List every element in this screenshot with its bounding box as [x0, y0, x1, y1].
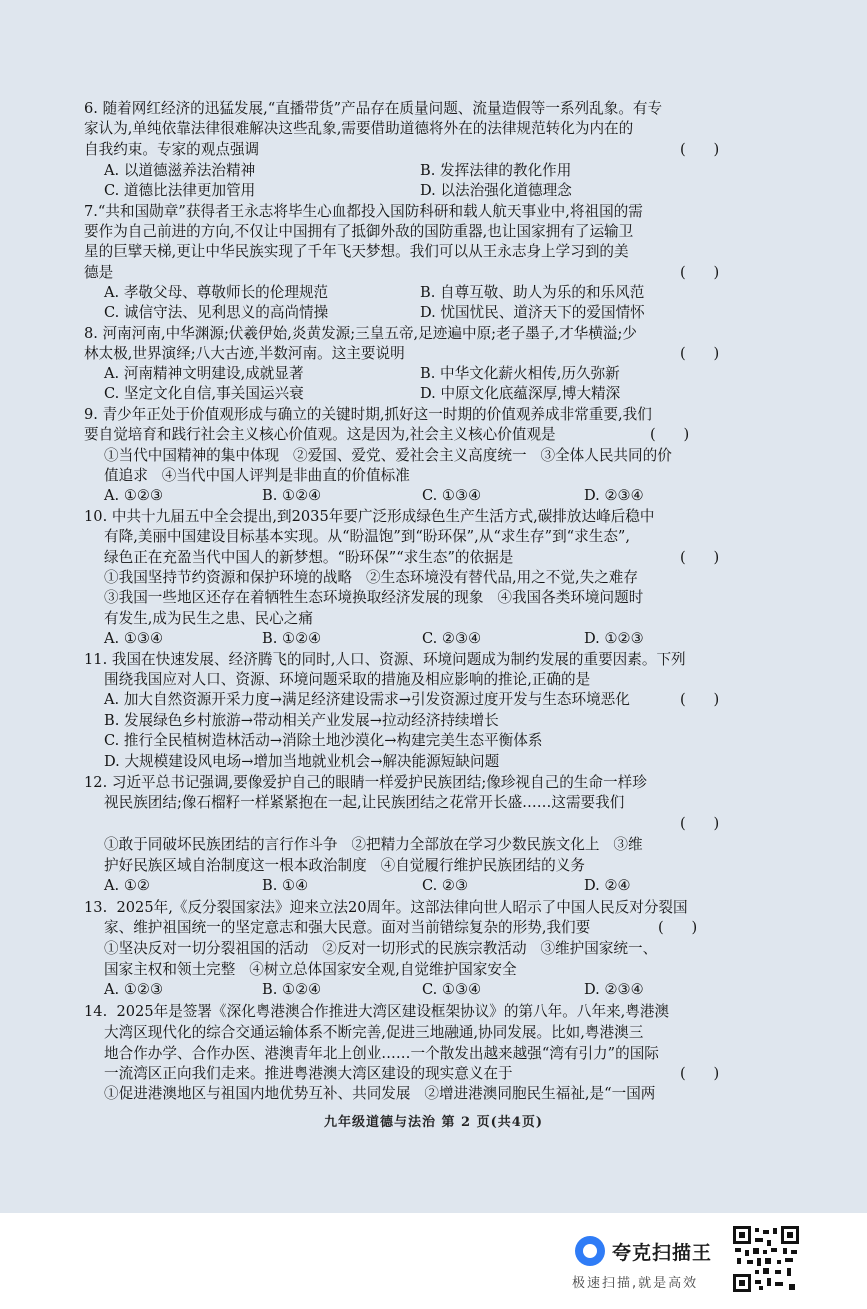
q8-line-1: 8. 河南河南,中华渊源;伏羲伊始,炎黄发源;三皇五帝,足迹遍中原;老子墨子,才华横溢;少 — [84, 325, 637, 342]
q7-option-b: B. 自尊互敬、助人为乐的和乐风范 — [420, 284, 645, 301]
q9-option-a: A. ①②③ — [104, 487, 164, 504]
q11-answer-paren: ( ) — [680, 691, 720, 708]
page-footer: 九年级道德与法治 第 2 页(共4页) — [324, 1115, 543, 1130]
q13-line-1: 13. 2025年,《反分裂国家法》迎来立法20周年。这部法律向世人昭示了中国人民反对分裂国 — [84, 899, 688, 916]
q9-line-3: ①当代中国精神的集中体现 ②爱国、爱党、爱社会主义高度统一 ③全体人民共同的价 — [104, 447, 672, 464]
q6-line-1: 6. 随着网红经济的迅猛发展,“直播带货”产品存在质量问题、流量造假等一系列乱象。有专 — [84, 100, 663, 117]
q10-line-6: 有发生,成为民生之患、民心之痛 — [104, 610, 313, 627]
q12-option-a: A. ①② — [104, 877, 150, 894]
q9-answer-paren: ( ) — [650, 426, 690, 443]
q7-option-d: D. 忧国忧民、道济天下的爱国情怀 — [420, 304, 645, 321]
q10-option-d: D. ①②③ — [584, 630, 644, 647]
q12-line-2: 视民族团结;像石榴籽一样紧紧抱在一起,让民族团结之花常开长盛……这需要我们 — [104, 794, 625, 811]
q10-option-c: C. ②③④ — [422, 630, 482, 647]
q6-option-d: D. 以法治强化道德理念 — [420, 182, 572, 199]
q6-option-a: A. 以道德滋养法治精神 — [104, 162, 256, 179]
q8-option-b: B. 中华文化薪火相传,历久弥新 — [420, 365, 620, 382]
q10-line-3: 绿色正在充盈当代中国人的新梦想。“盼环保”“求生态”的依据是 — [104, 549, 514, 566]
q9-line-1: 9. 青少年正处于价值观形成与确立的关键时期,抓好这一时期的价值观养成非常重要,我们 — [84, 406, 652, 423]
q10-line-1: 10. 中共十九届五中全会提出,到2035年要广泛形成绿色生产生活方式,碳排放达峰后稳中 — [84, 508, 655, 525]
q12-answer-paren: ( ) — [680, 815, 720, 832]
q13-option-a: A. ①②③ — [104, 981, 164, 998]
q10-line-4: ①我国坚持节约资源和保护环境的战略 ②生态环境没有替代品,用之不觉,失之难存 — [104, 569, 638, 586]
q14-line-5: ①促进港澳地区与祖国内地优势互补、共同发展 ②增进港澳同胞民生福祉,是“一国两 — [104, 1085, 656, 1102]
q6-answer-paren: ( ) — [680, 141, 720, 158]
q14-line-1: 14. 2025年是签署《深化粤港澳合作推进大湾区建设框架协议》的第八年。八年来,粤港澳 — [84, 1003, 670, 1020]
q6-line-2: 家认为,单纯依靠法律很难解决这些乱象,需要借助道德将外在的法律规范转化为内在的 — [84, 120, 634, 137]
qr-code-icon — [733, 1226, 799, 1292]
q9-option-c: C. ①③④ — [422, 487, 482, 504]
q11-option-b: B. 发展绿色乡村旅游→带动相关产业发展→拉动经济持续增长 — [104, 712, 499, 729]
q14-line-3: 地合作办学、合作办医、港澳青年北上创业……一个散发出越来越强“湾有引力”的国际 — [104, 1045, 659, 1062]
q7-option-c: C. 诚信守法、见利思义的高尚情操 — [104, 304, 329, 321]
q7-option-a: A. 孝敬父母、尊敬师长的伦理规范 — [104, 284, 329, 301]
q13-line-3: ①坚决反对一切分裂祖国的活动 ②反对一切形式的民族宗教活动 ③维护国家统一、 — [104, 940, 658, 957]
q8-line-2: 林太极,世界演绎;八大古迹,半数河南。这主要说明 — [84, 345, 405, 362]
q10-line-2: 有降,美丽中国建设目标基本实现。从“盼温饱”到“盼环保”,从“求生存”到“求生态”, — [104, 528, 631, 545]
q10-line-5: ③我国一些地区还存在着牺牲生态环境换取经济发展的现象 ④我国各类环境问题时 — [104, 589, 644, 606]
q12-option-b: B. ①④ — [262, 877, 309, 894]
q13-line-4: 国家主权和领土完整 ④树立总体国家安全观,自觉维护国家安全 — [104, 961, 517, 978]
q13-option-b: B. ①②④ — [262, 981, 322, 998]
q9-option-b: B. ①②④ — [262, 487, 322, 504]
q6-option-b: B. 发挥法律的教化作用 — [420, 162, 572, 179]
q12-line-1: 12. 习近平总书记强调,要像爱护自己的眼睛一样爱护民族团结;像珍视自己的生命一样珍 — [84, 774, 647, 791]
q6-line-3: 自我约束。专家的观点强调 — [84, 141, 260, 158]
q10-option-a: A. ①③④ — [104, 630, 164, 647]
q12-option-d: D. ②④ — [584, 877, 631, 894]
q8-option-a: A. 河南精神文明建设,成就显著 — [104, 365, 304, 382]
q9-line-4: 值追求 ④当代中国人评判是非曲直的价值标准 — [104, 467, 410, 484]
q12-option-c: C. ②③ — [422, 877, 469, 894]
q10-answer-paren: ( ) — [680, 549, 720, 566]
watermark-subtitle: 极速扫描,就是高效 — [572, 1276, 699, 1291]
q13-option-c: C. ①③④ — [422, 981, 482, 998]
q7-line-1: 7.“共和国勋章”获得者王永志将毕生心血都投入国防科研和载人航天事业中,将祖国的需 — [84, 203, 643, 220]
q12-line-3: ①敢于同破坏民族团结的言行作斗争 ②把精力全部放在学习少数民族文化上 ③维 — [104, 836, 643, 853]
q7-line-2: 要作为自己前进的方向,不仅让中国拥有了抵御外敌的国防重器,也让国家拥有了运输卫 — [84, 223, 634, 240]
q10-option-b: B. ①②④ — [262, 630, 322, 647]
q9-line-2: 要自觉培育和践行社会主义核心价值观。这是因为,社会主义核心价值观是 — [84, 426, 556, 443]
q11-line-2: 围绕我国应对人口、资源、环境问题采取的措施及相应影响的推论,正确的是 — [104, 671, 591, 688]
q11-line-1: 11. 我国在快速发展、经济腾飞的同时,人口、资源、环境问题成为制约发展的重要因素。下列 — [84, 651, 686, 668]
q8-option-c: C. 坚定文化自信,事关国运兴衰 — [104, 385, 304, 402]
quark-logo-icon — [575, 1236, 605, 1266]
q12-line-4: 护好民族区域自治制度这一根本政治制度 ④自觉履行维护民族团结的义务 — [104, 857, 585, 874]
q14-answer-paren: ( ) — [680, 1065, 720, 1082]
q14-line-2: 大湾区现代化的综合交通运输体系不断完善,促进三地融通,协同发展。比如,粤港澳三 — [104, 1024, 644, 1041]
q13-answer-paren: ( ) — [658, 919, 698, 936]
q8-option-d: D. 中原文化底蕴深厚,博大精深 — [420, 385, 621, 402]
q7-line-4: 德是 — [84, 264, 114, 281]
q6-option-c: C. 道德比法律更加管用 — [104, 182, 256, 199]
q13-option-d: D. ②③④ — [584, 981, 644, 998]
watermark-title: 夸克扫描王 — [612, 1242, 713, 1264]
q7-answer-paren: ( ) — [680, 264, 720, 281]
q11-option-a: A. 加大自然资源开采力度→满足经济建设需求→引发资源过度开发与生态环境恶化 — [104, 691, 630, 708]
q11-option-c: C. 推行全民植树造林活动→消除土地沙漠化→构建完美生态平衡体系 — [104, 732, 543, 749]
q8-answer-paren: ( ) — [680, 345, 720, 362]
q7-line-3: 星的巨擘天梯,更让中华民族实现了千年飞天梦想。我们可以从王永志身上学习到的美 — [84, 243, 629, 260]
q13-line-2: 家、维护祖国统一的坚定意志和强大民意。面对当前错综复杂的形势,我们要 — [104, 919, 591, 936]
q9-option-d: D. ②③④ — [584, 487, 644, 504]
q14-line-4: 一流湾区正向我们走来。推进粤港澳大湾区建设的现实意义在于 — [104, 1065, 513, 1082]
q11-option-d: D. 大规模建设风电场→增加当地就业机会→解决能源短缺问题 — [104, 753, 500, 770]
